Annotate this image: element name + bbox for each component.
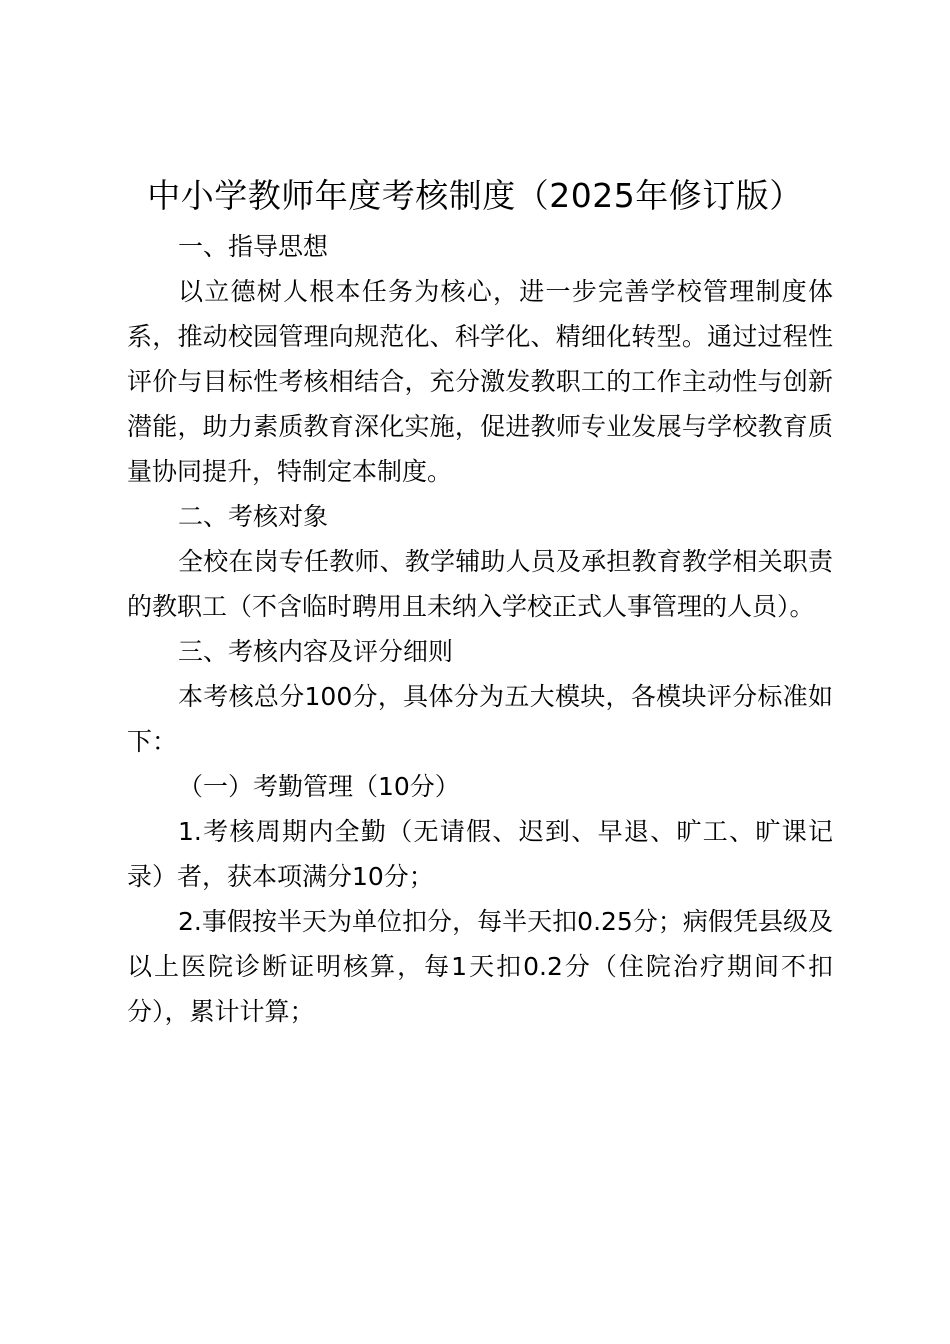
heading-assessment-content: 三、考核内容及评分细则 xyxy=(178,637,454,666)
heading-assessment-targets: 二、考核对象 xyxy=(178,502,329,531)
paragraph-guiding-ideology: 以立德树人根本任务为核心，进一步完善学校管理制度体系，推动校园管理向规范化、科学化、精细化转型。通过过程性评价与目标性考核相结合，充分激发教职工的工作主动性与创新潜能，助力素质教育深化实施，促进教师专业发展与学校教育质量协同提升，特制定本制度。 xyxy=(127,277,833,486)
rule-item-2: 2.事假按半天为单位扣分，每半天扣0.25分；病假凭县级及以上医院诊断证明核算，每1天扣0.2分（住院治疗期间不扣分），累计计算； xyxy=(127,907,833,1026)
document-body xyxy=(127,224,833,1034)
document-title: 中小学教师年度考核制度（2025年修订版） xyxy=(147,176,803,215)
heading-guiding-ideology: 一、指导思想 xyxy=(178,232,329,261)
subheading-attendance: （一）考勤管理（10分） xyxy=(178,772,460,801)
paragraph-total-score: 本考核总分100分，具体分为五大模块，各模块评分标准如下： xyxy=(127,682,833,756)
rule-item-1: 1.考核周期内全勤（无请假、迟到、早退、旷工、旷课记录）者，获本项满分10分； xyxy=(127,817,833,891)
paragraph-assessment-targets: 全校在岗专任教师、教学辅助人员及承担教育教学相关职责的教职工（不含临时聘用且未纳入学校正式人事管理的人员）。 xyxy=(127,547,833,621)
